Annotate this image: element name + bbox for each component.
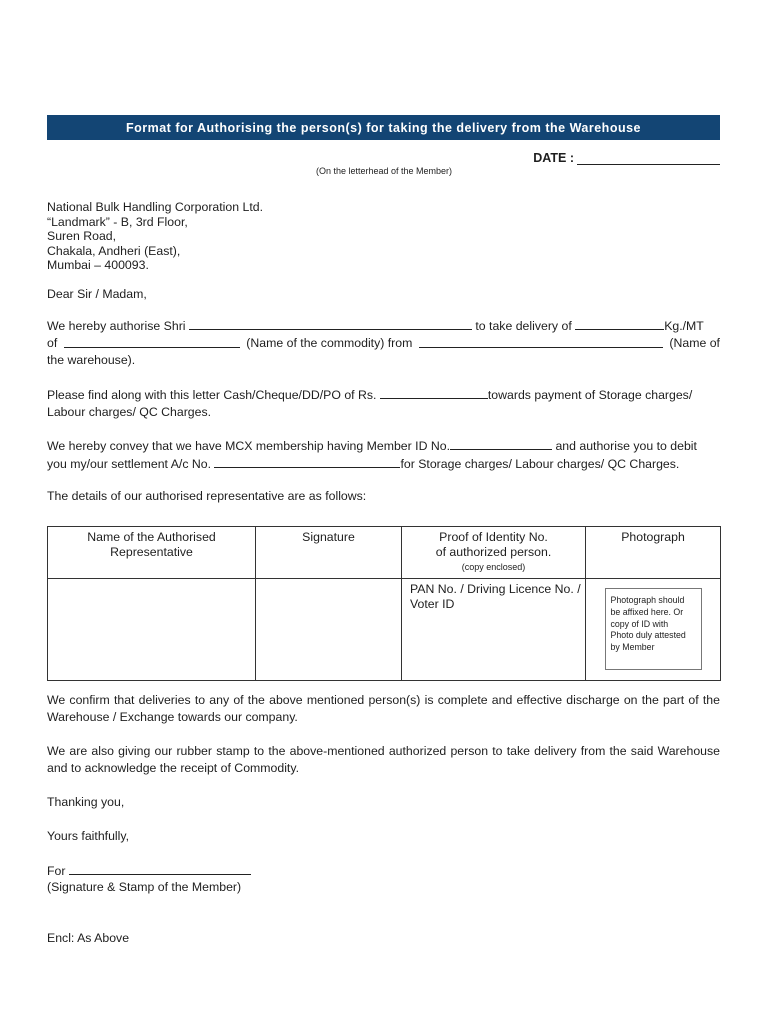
table-row xyxy=(48,579,721,681)
amount-blank[interactable] xyxy=(380,386,488,399)
mcx-text: you my/our settlement A/c No. xyxy=(47,457,212,471)
header-text: Signature xyxy=(302,530,355,544)
member-id-blank[interactable] xyxy=(450,437,552,450)
photo-instruction: Photograph should xyxy=(610,595,685,605)
id-type-text: PAN No. / Driving Licence No. / xyxy=(410,582,581,596)
representative-table xyxy=(47,526,721,681)
header-text: of authorized person. xyxy=(435,545,552,559)
header-photo-cell xyxy=(586,527,721,579)
address-line: National Bulk Handling Corporation Ltd. xyxy=(47,200,264,214)
photo-instruction: Photo duly attested xyxy=(610,630,686,641)
stamp-paragraph: We are also giving our rubber stamp to the above-mentioned authorized person to take delivery from the said Warehouse and to acknowledge the receipt of Commodity. xyxy=(47,744,720,775)
header-proof-cell xyxy=(402,527,586,579)
mcx-text: We hereby convey that we have MCX membership having Member ID No. xyxy=(47,439,451,453)
header-name-cell xyxy=(48,527,256,579)
person-name-blank[interactable] xyxy=(189,317,472,330)
thanks-line: Thanking you, xyxy=(47,795,125,809)
form-title-banner: Format for Authorising the person(s) for taking the delivery from the Warehouse xyxy=(47,115,720,140)
photo-placeholder-box[interactable] xyxy=(605,588,702,670)
address-line: Mumbai – 400093. xyxy=(47,258,149,272)
payment-text: Labour charges/ QC Charges. xyxy=(47,405,212,419)
address-line: Suren Road, xyxy=(47,229,117,243)
photo-instruction: by Member xyxy=(610,642,655,653)
address-line: Chakala, Andheri (East), xyxy=(47,243,181,258)
header-text: Name of the Authorised xyxy=(87,530,216,544)
details-intro: The details of our authorised representative are as follows: xyxy=(47,489,367,503)
proof-id-cell[interactable] xyxy=(402,579,586,681)
for-line xyxy=(47,862,720,880)
account-number-blank[interactable] xyxy=(214,455,400,468)
mcx-text: and authorise you to debit xyxy=(555,439,697,453)
authorise-text: the warehouse). xyxy=(47,353,136,367)
date-blank[interactable] xyxy=(577,150,720,165)
confirmation-paragraph: We confirm that deliveries to any of the above mentioned person(s) is complete and effective discharge on the part of the Warehouse / Exchange towards our company. xyxy=(47,693,720,724)
authorise-text: We hereby authorise Shri xyxy=(47,319,186,333)
photo-instruction: be affixed here. Or xyxy=(610,606,684,617)
header-text: Photograph xyxy=(621,530,685,544)
quantity-blank[interactable] xyxy=(575,317,664,330)
authorise-text: to take delivery of xyxy=(475,319,572,333)
authorise-text: (Name of xyxy=(669,336,720,350)
payment-text: Please find along with this letter Cash/Cheque/DD/PO of Rs. xyxy=(47,388,377,402)
photo-cell xyxy=(586,579,721,681)
photo-instruction: copy of ID with xyxy=(610,618,669,629)
table-header-row xyxy=(48,527,721,579)
mcx-paragraph xyxy=(47,437,720,473)
authorise-text: Kg./MT xyxy=(664,319,704,333)
warehouse-blank[interactable] xyxy=(419,335,663,348)
letterhead-note: (On the letterhead of the Member) xyxy=(315,166,453,176)
salutation: Dear Sir / Madam, xyxy=(47,287,147,301)
authorise-text: (Name of the commodity) from xyxy=(246,336,413,350)
signature-cell[interactable] xyxy=(256,579,402,681)
enclosure-line: Encl: As Above xyxy=(47,931,130,945)
commodity-blank[interactable] xyxy=(64,335,240,348)
representative-name-cell[interactable] xyxy=(48,579,256,681)
for-label: For xyxy=(47,864,66,878)
recipient-address xyxy=(47,200,263,273)
date-field xyxy=(533,150,720,165)
header-text: Representative xyxy=(110,545,193,559)
yours-faithfully: Yours faithfully, xyxy=(47,829,130,843)
payment-text: towards payment of Storage charges/ xyxy=(487,388,693,402)
date-label: DATE : xyxy=(533,151,574,165)
copy-enclosed-note: (copy enclosed) xyxy=(461,562,526,572)
member-signature-blank[interactable] xyxy=(69,862,251,875)
header-signature-cell xyxy=(256,527,402,579)
authorisation-paragraph xyxy=(47,317,720,369)
payment-paragraph xyxy=(47,386,720,421)
id-type-text: Voter ID xyxy=(410,597,455,611)
mcx-text: for Storage charges/ Labour charges/ QC Charges. xyxy=(400,457,680,471)
authorise-text: of xyxy=(47,336,58,350)
address-line: “Landmark” - B, 3rd Floor, xyxy=(47,214,188,229)
header-text: Proof of Identity No. xyxy=(439,530,548,544)
signature-note: (Signature & Stamp of the Member) xyxy=(47,880,242,894)
